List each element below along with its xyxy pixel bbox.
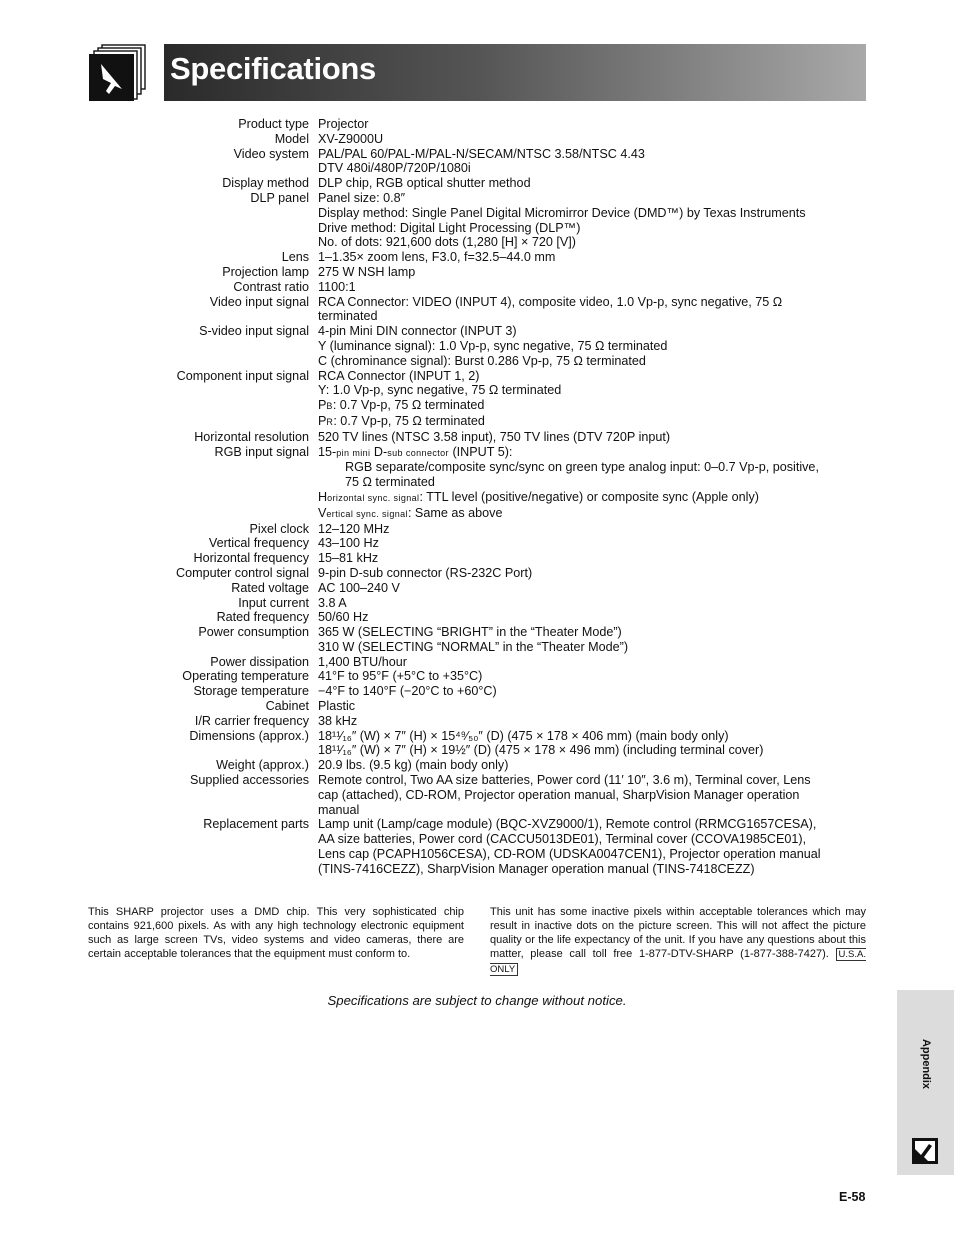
spec-table — [0, 117, 954, 877]
spec-line: RCA Connector (INPUT 1, 2) — [318, 368, 480, 383]
spec-line: terminated — [318, 309, 378, 324]
vsync-initial: V — [318, 505, 327, 520]
spec-row — [0, 117, 954, 132]
pixel-note — [490, 905, 866, 977]
spec-row — [0, 191, 954, 250]
spec-label: Cabinet — [265, 699, 309, 714]
spec-line: −4°F to 140°F (−20°C to +60°C) — [318, 684, 497, 699]
spec-line: Lens cap (PCAPH1056CESA), CD-ROM (UDSKA0047CEN1), Projector operation manual — [318, 847, 821, 862]
spec-line: PAL/PAL 60/PAL-M/PAL-N/SECAM/NTSC 3.58/NTSC 4.43 — [318, 146, 645, 161]
spec-label: RGB input signal — [214, 444, 309, 459]
spec-row — [0, 669, 954, 684]
spec-label: Weight (approx.) — [216, 758, 309, 773]
spec-label: Display method — [222, 176, 309, 191]
spec-line: 310 W (SELECTING “NORMAL” in the “Theater Mode”) — [318, 639, 629, 654]
spec-label: Supplied accessories — [189, 773, 309, 788]
spec-value — [318, 430, 862, 445]
spec-value — [318, 176, 862, 191]
spec-line: 1–1.35× zoom lens, F3.0, f=32.5–44.0 mm — [318, 250, 556, 265]
rgb-hsync-line — [318, 490, 862, 506]
appendix-pointer-icon — [912, 1138, 938, 1164]
spec-row — [0, 729, 954, 759]
spec-value — [318, 714, 862, 729]
spec-line: 18¹¹⁄₁₆″ (W) × 7″ (H) × 19½″ (D) (475 × 178 × 496 mm) (including terminal cover) — [318, 743, 764, 758]
rgb-prefix: 15- — [318, 444, 337, 459]
spec-line: 18¹¹⁄₁₆″ (W) × 7″ (H) × 15⁴⁹⁄₅₀″ (D) (475 × 178 × 406 mm) (main body only) — [318, 728, 729, 743]
spec-value — [318, 445, 862, 522]
spec-row-rgb — [0, 445, 954, 522]
rgb-vsync-line — [318, 506, 862, 522]
spec-value — [318, 265, 862, 280]
spec-row — [0, 551, 954, 566]
spec-label: Component input signal — [176, 368, 309, 383]
spec-label: Product type — [238, 117, 309, 131]
rgb-analog-line-1: RGB separate/composite sync/sync on green type analog input: 0–0.7 Vp-p, positive, — [345, 460, 819, 475]
spec-line: 1,400 BTU/hour — [318, 654, 407, 669]
spec-line: Y (luminance signal): 1.0 Vp-p, sync negative, 75 Ω terminated — [318, 338, 668, 353]
spec-line: 1100:1 — [318, 279, 356, 294]
spec-row — [0, 817, 954, 876]
spec-line: 365 W (SELECTING “BRIGHT” in the “Theater Mode”) — [318, 625, 622, 640]
spec-line: Plastic — [318, 699, 356, 714]
spec-row — [0, 714, 954, 729]
spec-line: 3.8 A — [318, 595, 347, 610]
spec-row — [0, 369, 954, 430]
spec-line: DTV 480i/480P/720P/1080i — [318, 161, 471, 176]
rgb-analog-line-2: 75 Ω terminated — [345, 475, 435, 490]
spec-line: 41°F to 95°F (+5°C to +35°C) — [318, 669, 483, 684]
spec-row — [0, 176, 954, 191]
dmd-note: This SHARP projector uses a DMD chip. This very sophisticated chip contains 921,600 pixels. As with any high technology electronic equipment such as large screen TVs, video systems and video cameras, there are certain acceptable tolerances that the equipment must conform to. — [88, 906, 464, 961]
spec-row — [0, 324, 954, 368]
rgb-suffix: (INPUT 5): — [448, 444, 513, 459]
spec-line: manual — [318, 802, 360, 817]
spec-label: Contrast ratio — [233, 279, 309, 294]
spec-line: 20.9 lbs. (9.5 kg) (main body only) — [318, 758, 509, 773]
spec-value — [318, 669, 862, 684]
spec-value — [318, 536, 862, 551]
spec-value — [318, 324, 862, 368]
spec-value — [318, 280, 862, 295]
spec-line: 12–120 MHz — [318, 521, 390, 536]
spec-line: 38 kHz — [318, 713, 358, 728]
pr-text: : 0.7 Vp-p, 75 Ω terminated — [333, 413, 485, 428]
page-number: E-58 — [839, 1190, 866, 1204]
spec-label: Power dissipation — [210, 654, 309, 669]
spec-label: Power consumption — [198, 625, 309, 640]
spec-label: Video system — [233, 146, 309, 161]
spec-row — [0, 295, 954, 325]
spec-label: Replacement parts — [203, 817, 309, 832]
spec-row — [0, 625, 954, 655]
spec-row — [0, 610, 954, 625]
title-bar — [164, 44, 866, 101]
spec-value — [318, 773, 862, 817]
spec-label: Storage temperature — [193, 684, 309, 699]
pb-subscript: B — [326, 401, 333, 412]
spec-line: Remote control, Two AA size batteries, Power cord (11′ 10″, 3.6 m), Terminal cover, Lens — [318, 773, 811, 788]
spec-label: Model — [274, 131, 309, 146]
rgb-smallcaps-2: sub connector — [387, 447, 449, 458]
spec-label: Pixel clock — [249, 521, 309, 536]
spec-value — [318, 581, 862, 596]
spec-line: Y: 1.0 Vp-p, sync negative, 75 Ω terminated — [318, 383, 562, 398]
spec-value — [318, 132, 862, 147]
spec-value — [318, 191, 862, 250]
section-tab-label-box — [920, 1036, 932, 1092]
pixel-note-text: This unit has some inactive pixels within acceptable tolerances which may result in inactive dots on the picture screen. This will not affect the picture quality or the life expectancy of the unit. If you have any questions about this matter, please call toll free 1-877-DTV-SHARP (1-877-388-7427). — [490, 906, 866, 961]
spec-value — [318, 596, 862, 611]
spec-value — [318, 729, 862, 759]
spec-line: Display method: Single Panel Digital Micromirror Device (DMD™) by Texas Instruments — [318, 205, 806, 220]
spec-row — [0, 250, 954, 265]
spec-line: Projector — [318, 117, 369, 131]
hsync-text: : TTL level (positive/negative) or composite sync (Apple only) — [419, 489, 759, 504]
spec-label: Computer control signal — [176, 565, 309, 580]
spec-row — [0, 536, 954, 551]
spec-line-pb — [318, 398, 862, 414]
spec-value — [318, 699, 862, 714]
hsync-smallcaps: orizontal sync. signal — [327, 492, 420, 503]
spec-line: AC 100–240 V — [318, 580, 400, 595]
spec-line: 50/60 Hz — [318, 610, 369, 625]
spec-line: XV-Z9000U — [318, 131, 384, 146]
spec-line: RCA Connector: VIDEO (INPUT 4), composite video, 1.0 Vp-p, sync negative, 75 Ω — [318, 294, 783, 309]
spec-value — [318, 655, 862, 670]
spec-value — [318, 758, 862, 773]
spec-row — [0, 581, 954, 596]
spec-row — [0, 684, 954, 699]
spec-value — [318, 369, 862, 430]
spec-value — [318, 147, 862, 177]
book-pointer-icon — [88, 44, 146, 102]
spec-value — [318, 610, 862, 625]
spec-row — [0, 280, 954, 295]
spec-line: No. of dots: 921,600 dots (1,280 [H] × 720 [V]) — [318, 235, 576, 250]
spec-label: Video input signal — [209, 294, 309, 309]
pb-letter: P — [318, 398, 327, 413]
spec-line: 43–100 Hz — [318, 536, 379, 551]
spec-label: Projection lamp — [222, 264, 309, 279]
pr-letter: P — [318, 413, 327, 428]
spec-row — [0, 566, 954, 581]
section-tab-label: Appendix — [920, 1038, 932, 1090]
spec-value — [318, 817, 862, 876]
spec-row — [0, 147, 954, 177]
spec-label: Vertical frequency — [208, 536, 309, 551]
spec-row — [0, 773, 954, 817]
spec-value — [318, 566, 862, 581]
spec-row — [0, 699, 954, 714]
spec-value — [318, 250, 862, 265]
spec-row — [0, 758, 954, 773]
spec-line: 9-pin D-sub connector (RS-232C Port) — [318, 565, 533, 580]
spec-label: Rated voltage — [231, 580, 309, 595]
spec-label: Rated frequency — [216, 610, 309, 625]
spec-value — [318, 522, 862, 537]
spec-value — [318, 625, 862, 655]
page-title: Specifications — [170, 51, 376, 86]
spec-row — [0, 522, 954, 537]
spec-line: 520 TV lines (NTSC 3.58 input), 750 TV lines (DTV 720P input) — [318, 429, 671, 444]
spec-line: C (chrominance signal): Burst 0.286 Vp-p, 75 Ω terminated — [318, 353, 646, 368]
spec-label: Input current — [238, 595, 309, 610]
spec-label: Dimensions (approx.) — [189, 728, 309, 743]
spec-line: cap (attached), CD-ROM, Projector operation manual, SharpVision Manager operation — [318, 787, 800, 802]
spec-label: Lens — [281, 250, 309, 265]
spec-value — [318, 551, 862, 566]
change-notice: Specifications are subject to change without notice. — [327, 993, 627, 1008]
pr-subscript: R — [326, 416, 334, 427]
rgb-connector-line — [318, 445, 862, 461]
spec-line: 275 W NSH lamp — [318, 264, 416, 279]
spec-line: AA size batteries, Power cord (CACCU5013DE01), Terminal cover (CCOVA1985CE01), — [318, 832, 807, 847]
spec-label: S-video input signal — [199, 324, 309, 339]
vsync-smallcaps: ertical sync. signal — [326, 508, 408, 519]
spec-row — [0, 596, 954, 611]
spec-line: 4-pin Mini DIN connector (INPUT 3) — [318, 324, 517, 339]
spec-row — [0, 655, 954, 670]
spec-line: 15–81 kHz — [318, 551, 379, 566]
spec-line: Panel size: 0.8″ — [318, 190, 406, 205]
spec-label: Horizontal resolution — [194, 429, 309, 444]
spec-label: I/R carrier frequency — [194, 713, 309, 728]
usa-only-badge: U.S.A. ONLY — [490, 949, 866, 976]
spec-value — [318, 295, 862, 325]
spec-line: DLP chip, RGB optical shutter method — [318, 176, 531, 191]
spec-row — [0, 265, 954, 280]
spec-line: Drive method: Digital Light Processing (DLP™) — [318, 220, 581, 235]
spec-label: Horizontal frequency — [193, 551, 309, 566]
spec-line-pr — [318, 414, 862, 430]
spec-line: (TINS-7416CEZZ), SharpVision Manager operation manual (TINS-7418CEZZ) — [318, 861, 755, 876]
vsync-text: : Same as above — [407, 505, 503, 520]
spec-value — [318, 117, 862, 132]
pb-text: : 0.7 Vp-p, 75 Ω terminated — [332, 398, 485, 413]
rgb-mid: D- — [370, 444, 388, 459]
spec-row — [0, 430, 954, 445]
spec-label: DLP panel — [250, 190, 309, 205]
spec-label: Operating temperature — [182, 669, 309, 684]
spec-row — [0, 132, 954, 147]
rgb-smallcaps-1: pin mini — [336, 447, 371, 458]
hsync-initial: H — [318, 489, 328, 504]
spec-line: Lamp unit (Lamp/cage module) (BQC-XVZ9000/1), Remote control (RRMCG1657CESA), — [318, 817, 817, 832]
spec-value — [318, 684, 862, 699]
